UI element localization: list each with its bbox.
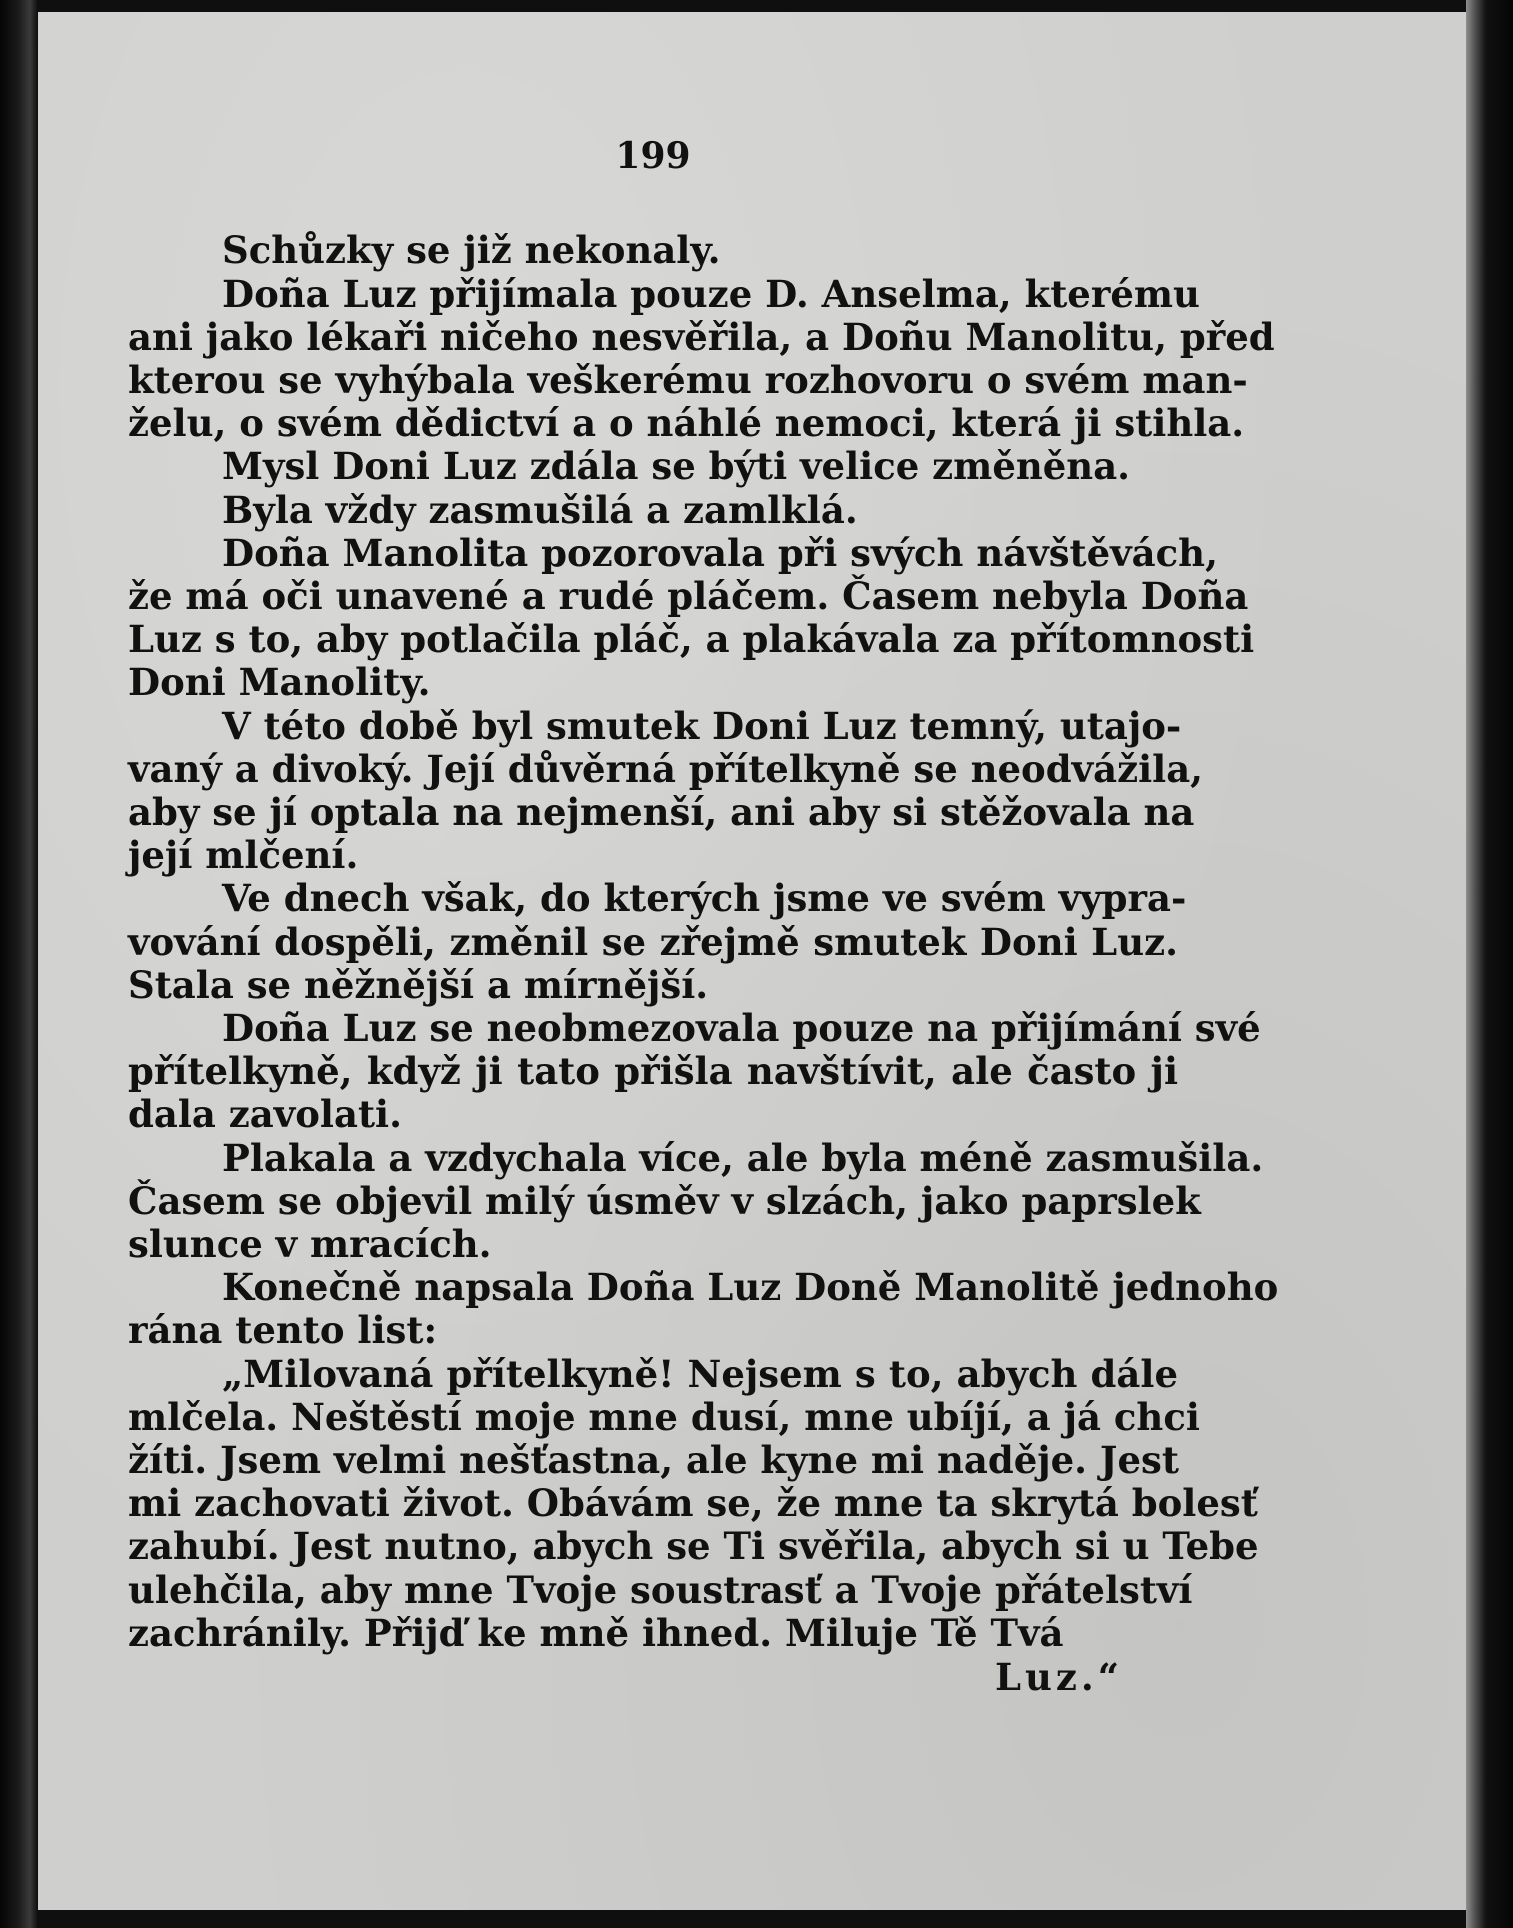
text-line: Ve dnech však, do kterých jsme ve svém vypra- bbox=[222, 876, 1187, 920]
text-line: Doña Manolita pozorovala při svých návštěvách, bbox=[222, 531, 1218, 575]
text-line: mlčela. Neštěstí moje mne dusí, mne ubíjí, a já chci bbox=[128, 1395, 1200, 1439]
text-line: ani jako lékaři ničeho nesvěřila, a Doñu Manolitu, před bbox=[128, 315, 1275, 359]
text-line: Luz s to, aby potlačila pláč, a plakávala za přítomnosti bbox=[128, 617, 1255, 661]
text-line: rána tento list: bbox=[128, 1308, 438, 1352]
text-line: Byla vždy zasmušilá a zamlklá. bbox=[222, 488, 858, 532]
text-line: Mysl Doni Luz zdála se býti velice změněna. bbox=[222, 444, 1131, 488]
text-line: Doni Manolity. bbox=[128, 660, 431, 704]
text-line: zachránily. Přijď ke mně ihned. Miluje Tě Tvá bbox=[128, 1611, 1064, 1655]
text-line: slunce v mracích. bbox=[128, 1222, 492, 1266]
book-binding-edge bbox=[0, 0, 38, 1928]
text-line: přítelkyně, když ji tato přišla navštívit, ale často ji bbox=[128, 1049, 1178, 1093]
text-line: Časem se objevil milý úsměv v slzách, jako paprslek bbox=[128, 1179, 1201, 1223]
text-line: „Milovaná přítelkyně! Nejsem s to, abych dále bbox=[222, 1352, 1178, 1396]
page-number: 199 bbox=[615, 135, 691, 177]
text-line: želu, o svém dědictví a o náhlé nemoci, která ji stihla. bbox=[128, 401, 1245, 445]
text-line: vování dospěli, změnil se zřejmě smutek Doni Luz. bbox=[128, 920, 1178, 964]
text-line: ulehčila, aby mne Tvoje soustrasť a Tvoje přátelství bbox=[128, 1568, 1193, 1612]
text-line: že má oči unavené a rudé pláčem. Časem nebyla Doña bbox=[128, 574, 1249, 618]
text-line: Schůzky se již nekonaly. bbox=[222, 228, 721, 272]
text-line: vaný a divoký. Její důvěrná přítelkyně se neodvážila, bbox=[128, 747, 1204, 791]
text-line: mi zachovati život. Obávám se, že mne ta skrytá bolesť bbox=[128, 1481, 1258, 1525]
text-line: Stala se něžnější a mírnější. bbox=[128, 963, 709, 1007]
text-line: její mlčení. bbox=[128, 833, 359, 877]
text-line: V této době byl smutek Doni Luz temný, utajo- bbox=[222, 704, 1182, 748]
text-line: Plakala a vzdychala více, ale byla méně zasmušila. bbox=[222, 1136, 1264, 1180]
text-line: kterou se vyhýbala veškerému rozhovoru o svém man- bbox=[128, 358, 1248, 402]
page-right-edge bbox=[1466, 0, 1513, 1928]
text-line: Konečně napsala Doña Luz Doně Manolitě jednoho bbox=[222, 1265, 1279, 1309]
text-line: zahubí. Jest nutno, abych se Ti svěřila, abych si u Tebe bbox=[128, 1524, 1259, 1568]
text-line: dala zavolati. bbox=[128, 1092, 402, 1136]
text-line: žíti. Jsem velmi nešťastna, ale kyne mi naděje. Jest bbox=[128, 1438, 1179, 1482]
letter-signature: Luz.“ bbox=[995, 1655, 1124, 1699]
text-line: Doña Luz se neobmezovala pouze na přijímání své bbox=[222, 1006, 1261, 1050]
text-line: Doña Luz přijímala pouze D. Anselma, kterému bbox=[222, 272, 1200, 316]
text-line: aby se jí optala na nejmenší, ani aby si stěžovala na bbox=[128, 790, 1195, 834]
